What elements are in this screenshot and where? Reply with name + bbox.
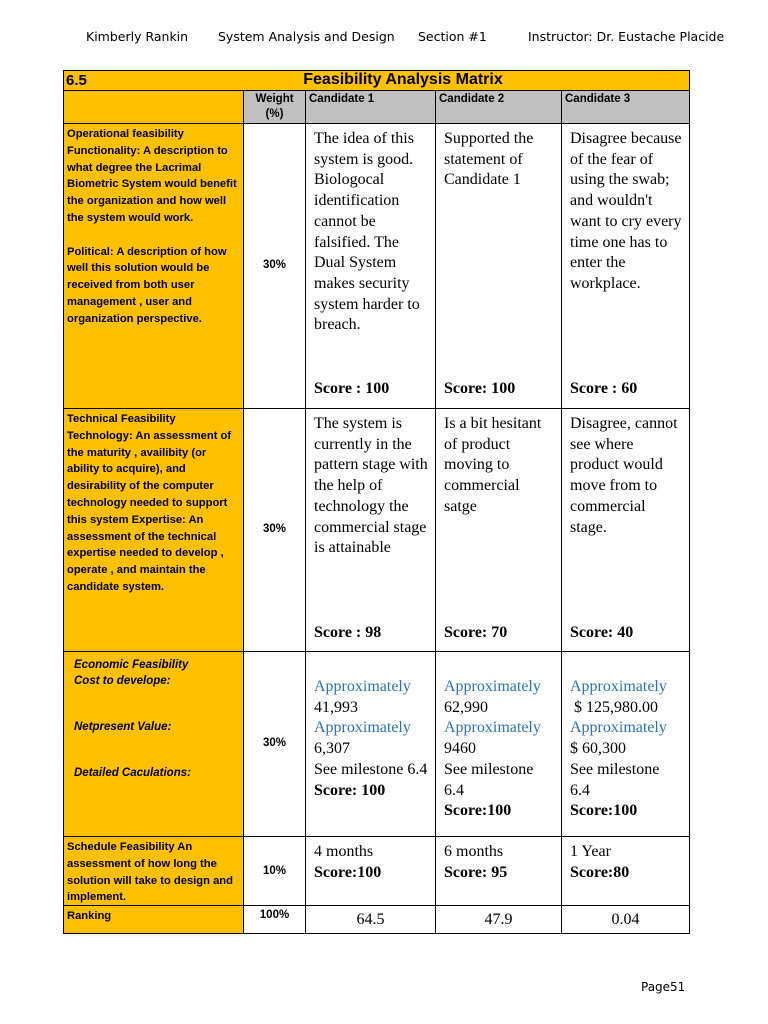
operational-c3-score: Score : 60 <box>570 380 638 397</box>
schedule-candidate-3 <box>562 837 690 906</box>
economic-c3-score: Score:100 <box>570 802 638 820</box>
economic-c1-cost: 41,993 <box>314 698 358 716</box>
schedule-c2-score: Score: 95 <box>444 863 508 881</box>
schedule-candidate-1 <box>306 837 436 906</box>
schedule-c2-text: 6 months <box>444 843 504 860</box>
economic-c2-cost: 62,990 <box>444 698 488 716</box>
economic-title: Economic Feasibility <box>74 659 189 671</box>
section-label: Section #1 <box>418 29 487 44</box>
technical-candidate-1 <box>306 409 436 652</box>
economic-c2-score: Score:100 <box>444 802 512 820</box>
technical-candidate-2 <box>436 409 562 652</box>
technical-c1-text: The system is currently in the pattern stage with the help of technology the commercial stage is attainable <box>314 415 428 557</box>
course-name: System Analysis and Design <box>218 29 395 44</box>
economic-candidate-3 <box>562 652 690 837</box>
technical-c2-text: Is a bit hesitant of product moving to commercial satge <box>444 415 542 515</box>
feasibility-matrix <box>63 70 690 934</box>
weight-header-line2: (%) <box>265 108 284 120</box>
economic-candidate-2 <box>436 652 562 837</box>
page-number: Page51 <box>641 980 686 994</box>
technical-candidate-3 <box>562 409 690 652</box>
schedule-c1-score: Score:100 <box>314 863 382 881</box>
criteria-header-blank <box>63 91 244 124</box>
schedule-criteria: Schedule Feasibility An assessment of how long the solution will take to design and implement. <box>63 837 244 906</box>
instructor-label: Instructor: Dr. Eustache Placide <box>528 29 725 44</box>
economic-criteria <box>63 652 244 837</box>
operational-weight: 30% <box>244 124 306 409</box>
schedule-weight: 10% <box>244 837 306 906</box>
schedule-candidate-2 <box>436 837 562 906</box>
operational-political: Political: A description of how well this solution would be received from both user management , user and organization perspective. <box>67 245 227 325</box>
technical-c3-score: Score: 40 <box>570 624 634 641</box>
technical-c1-score: Score : 98 <box>314 624 382 641</box>
economic-cost-label: Cost to develope: <box>74 675 171 687</box>
economic-npv-label: Netpresent Value: <box>74 721 172 733</box>
economic-c1-npv: 6,307 <box>314 740 350 758</box>
operational-c1-score: Score : 100 <box>314 380 390 397</box>
operational-candidate-3 <box>562 124 690 409</box>
candidate-2-header: Candidate 2 <box>436 91 562 124</box>
schedule-c3-text: 1 Year <box>570 843 611 860</box>
economic-c3-npv: $ 60,300 <box>570 740 626 758</box>
schedule-c1-text: 4 months <box>314 843 374 860</box>
economic-calc-label: Detailed Caculations: <box>74 767 191 779</box>
page-header <box>0 29 768 49</box>
economic-c2-approx-1: Approximately <box>444 678 541 695</box>
schedule-c3-score: Score:80 <box>570 863 630 881</box>
economic-c3-approx-2: Approximately <box>570 719 667 737</box>
operational-c2-text: Supported the statement of Candidate 1 <box>444 130 534 189</box>
operational-functionality: Operational feasibility Functionality: A description to what degree the Lacrimal Biometric System would benefit the organization and how well the system would work. <box>67 128 237 224</box>
economic-c2-npv: 9460 <box>444 740 476 758</box>
operational-c3-text: Disagree because of the fear of using the swab; and wouldn't want to cry every time one has to enter the workplace. <box>570 130 682 292</box>
operational-c2-score: Score: 100 <box>444 380 516 397</box>
operational-criteria <box>63 124 244 409</box>
economic-c1-approx-1: Approximately <box>314 678 411 695</box>
economic-candidate-1 <box>306 652 436 837</box>
economic-c1-approx-2: Approximately <box>314 719 411 737</box>
economic-c1-score: Score: 100 <box>314 781 386 799</box>
ranking-candidate-3: 0.04 <box>562 906 690 934</box>
technical-criteria: Technical Feasibility Technology: An assessment of the maturity , availibity (or ability to acquire), and desirability of the computer technology needed to support this system Expertise: An assessment of the technical expertise needed to develop , operate , and maintain the candidate system. <box>63 409 244 652</box>
economic-c3-see: See milestone 6.4 <box>570 760 660 799</box>
economic-c1-see: See milestone 6.4 <box>314 760 428 778</box>
economic-c2-see: See milestone 6.4 <box>444 760 534 799</box>
economic-c3-approx-1: Approximately <box>570 678 667 695</box>
technical-c3-text: Disagree, cannot see where product would move from to commercial stage. <box>570 415 678 536</box>
student-name: Kimberly Rankin <box>86 29 189 44</box>
economic-c3-cost: $ 125,980.00 <box>570 698 658 716</box>
ranking-candidate-1: 64.5 <box>306 906 436 934</box>
economic-c2-approx-2: Approximately <box>444 719 541 737</box>
candidate-3-header: Candidate 3 <box>562 91 690 124</box>
technical-c2-score: Score: 70 <box>444 624 508 641</box>
ranking-label: Ranking <box>63 906 244 934</box>
weight-header <box>244 91 306 124</box>
economic-weight: 30% <box>244 652 306 837</box>
ranking-candidate-2: 47.9 <box>436 906 562 934</box>
technical-weight: 30% <box>244 409 306 652</box>
operational-c1-text: The idea of this system is good. Biologocal identification cannot be falsified. The Dual System makes security system harder to breach. <box>314 130 420 334</box>
candidate-1-header: Candidate 1 <box>306 91 436 124</box>
operational-candidate-2 <box>436 124 562 409</box>
matrix-number: 6.5 <box>66 72 87 89</box>
operational-candidate-1 <box>306 124 436 409</box>
matrix-title: Feasibility Analysis Matrix <box>303 71 503 88</box>
weight-header-line1: Weight <box>255 93 294 105</box>
ranking-weight: 100% <box>244 906 306 934</box>
